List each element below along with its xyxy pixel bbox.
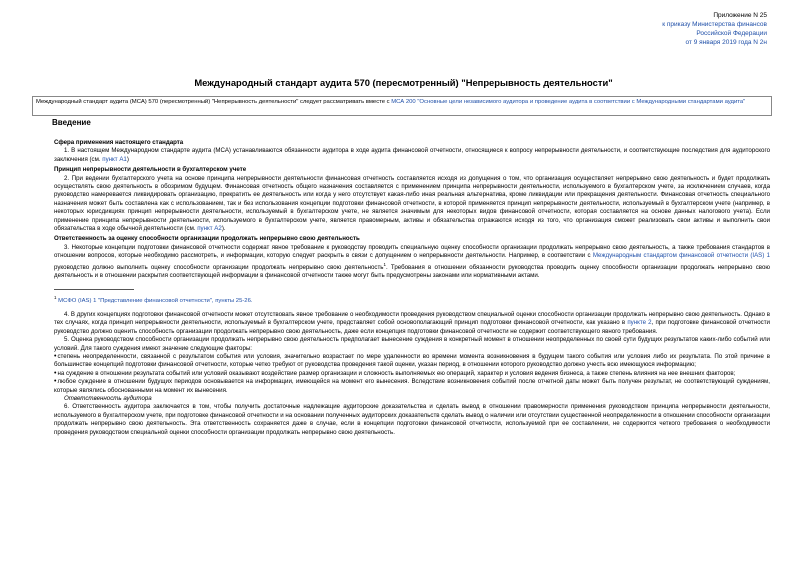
bullet-3: • любое суждение в отношении будущих периодов основывается на информации, имеющейся на момент его вынесения. Вследствие возникновения событий после отчетной даты может быть получен результат, не соответствующий суждениям, которые являлись обоснованными на момент их вынесения. (54, 378, 770, 395)
appendix-number: Приложение N 25 (713, 12, 767, 19)
subheading-scope: Сфера применения настоящего стандарта (54, 139, 184, 146)
subheading-responsibility: Ответственность за оценку способности организации продолжать непрерывно свою деятельность (54, 235, 360, 243)
link-a2[interactable]: пункт А2 (197, 225, 222, 233)
link-ias-1[interactable]: Международным стандартом финансовой отчетности (IAS) 1 (592, 252, 770, 260)
subheading-going-concern-basis: Принцип непрерывности деятельности в бухгалтерском учете (54, 166, 247, 174)
document-title: Международный стандарт аудита 570 (пересмотренный) "Непрерывность деятельности" (194, 77, 613, 88)
footnote-ref[interactable]: 1 (383, 261, 386, 267)
bullet-2: • на суждение в отношении результата событий или условий оказывают воздействие размер организации и сложность выполняемых ею операций, характер и условия ведения бизнеса, а также степень влияния на нее внешних факторов; (54, 370, 770, 378)
footnote-divider (54, 289, 134, 290)
paragraph-2: 2. При ведении бухгалтерского учета на основе принципа непрерывности деятельности финансовая отчетность составляется исходя из допущения о том, что организация осуществляет непрерывно свою деятельность и будет продолжать осуществлять свою деятельность в обозримом будущем. Финансовая отчетность общего назначения составляется с применением принципа непрерывности деятельности, используемого в бухгалтерском учете, за исключением случаев, когда руководство намеревается ликвидировать организацию, прекратить ее деятельность или когда у него отсутствует какая-либо иная реальная альтернатива, кроме ликвидации или прекращения деятельности. Финансовая отчетность специального назначения может быть составлена как с использованием, так и без использования концепции подготовки финансовой отчетности, в которой применяется принцип непрерывности деятельности, используемый в бухгалтерском учете (например, в некоторых юрисдикциях принцип непрерывности деятельности, используемый в бухгалтерском учете, не является значимым для некоторых видов финансовой отчетности, которая составляется на основе данных налогового учета). Если применение принципа непрерывности деятельности, используемого в бухгалтерском учете, является правомерным, активы и обязательства отражаются исходя из того, что организация сможет реализовать свои активы и выполнить свои обязательства в ходе обычной деятельности (см. пункт А2). (54, 174, 770, 233)
link-paragraph-2[interactable]: пункте 2 (627, 319, 652, 327)
footnote-link-ias-1[interactable]: МСФО (IAS) 1 (58, 297, 97, 304)
link-a1[interactable]: пункт А1 (102, 155, 127, 163)
section-heading-intro: Введение (52, 118, 91, 127)
order-link[interactable]: к приказу Министерства финансов Российской Федерации от 9 января 2019 года N 2н (662, 21, 767, 46)
paragraph-4: 4. В других концепциях подготовки финансовой отчетности может отсутствовать явное требование о необходимости проведения руководством специальной оценки способности организации продолжать непрерывно свою деятельность. Однако в тех случаях, когда принцип непрерывности деятельности, используемый в бухгалтерском учете, представляет собой основополагающий принцип подготовки финансовой отчетности, как указано в пункте 2, при подготовке финансовой отчетности руководство должно оценить способность организации продолжать непрерывно свою деятельность, даже если концепция подготовки финансовой отчетности не содержит соответствующего явного требования. (54, 310, 770, 335)
paragraph-3: 3. Некоторые концепции подготовки финансовой отчетности содержат явное требование к руководству проводить специальную оценку способности организации продолжать непрерывно свою деятельность, а также требования стандартов в отношении вопросов, которые необходимо рассмотреть, и информации, которую следует раскрыть в связи с допущением о непрерывности деятельности. Например, в соответствии с Международным стандартом финансовой отчетности (IAS) 1 руководство должно выполнить оценку способности организации продолжать непрерывно свою деятельность$^1$. Требования в отношении обязанности руководства проводить оценку способности организации продолжать непрерывно свою деятельность и в отношении раскрытия соответствующей информации в финансовой отчетности также могут быть предусмотрены законами или нормативными актами. (54, 243, 770, 280)
document-body (54, 139, 770, 437)
bullet-1: • степень неопределенности, связанной с результатом события или условия, значительно возрастает по мере удаленности во времени момента возникновения в будущем такого события или условия либо их результата. По этой причине в большинстве концепций подготовки финансовой отчетности, которые четко требуют от руководства проведения такой оценки, указан период, в отношении которого руководство должно учесть всю имеющуюся информацию; (54, 353, 770, 370)
paragraph-5: 5. Оценка руководством способности организации продолжать непрерывно свою деятельность предполагает вынесение суждения в конкретный момент в отношении неопределенных по своей сути будущих результатов каких-либо событий или условий. Для такого суждения имеют значение следующие факторы: (54, 336, 770, 352)
subheading-auditor-responsibility: Ответственность аудитора (64, 394, 152, 402)
appendix-block (662, 11, 767, 47)
reference-note: Международный стандарт аудита (МСА) 570 (пересмотренный) "Непрерывность деятельности" следует рассматривать вместе с МСА 200 "Основные цели независимого аудитора и проведение аудита в соответствии с Международными стандартами аудита" (32, 96, 772, 116)
paragraph-6: 6. Ответственность аудитора заключается в том, чтобы получить достаточные надлежащие аудиторские доказательства и сделать вывод в отношении правомерности применения руководством принципа непрерывности деятельности, используемого в бухгалтерском учете, при подготовке финансовой отчетности и на основании полученных аудиторских доказательств сделать вывод о наличии или отсутствии существенной неопределенности в отношении способности организации продолжать непрерывно свою деятельность. Эта ответственность сохраняется даже в случае, если в концепции подготовки финансовой отчетности, используемой при ее составлении, не содержится четкого требования о необходимости проведения руководством специальной оценки способности организации продолжать непрерывно свою деятельность. (54, 403, 770, 436)
isa-200-link[interactable]: МСА 200 "Основные цели независимого аудитора и проведение аудита в соответствии с Международными стандартами аудита" (391, 99, 746, 105)
footnote: $^1$ МСФО (IAS) 1 "Представление финансовой отчетности", пункты 25-26. (54, 294, 253, 304)
paragraph-1: 1. В настоящем Международном стандарте аудита (МСА) устанавливаются обязанности аудитора в ходе аудита финансовой отчетности, относящиеся к вопросу непрерывности деятельности, и соответствующие последствия для аудиторского заключения (см. пункт А1) (54, 147, 770, 163)
